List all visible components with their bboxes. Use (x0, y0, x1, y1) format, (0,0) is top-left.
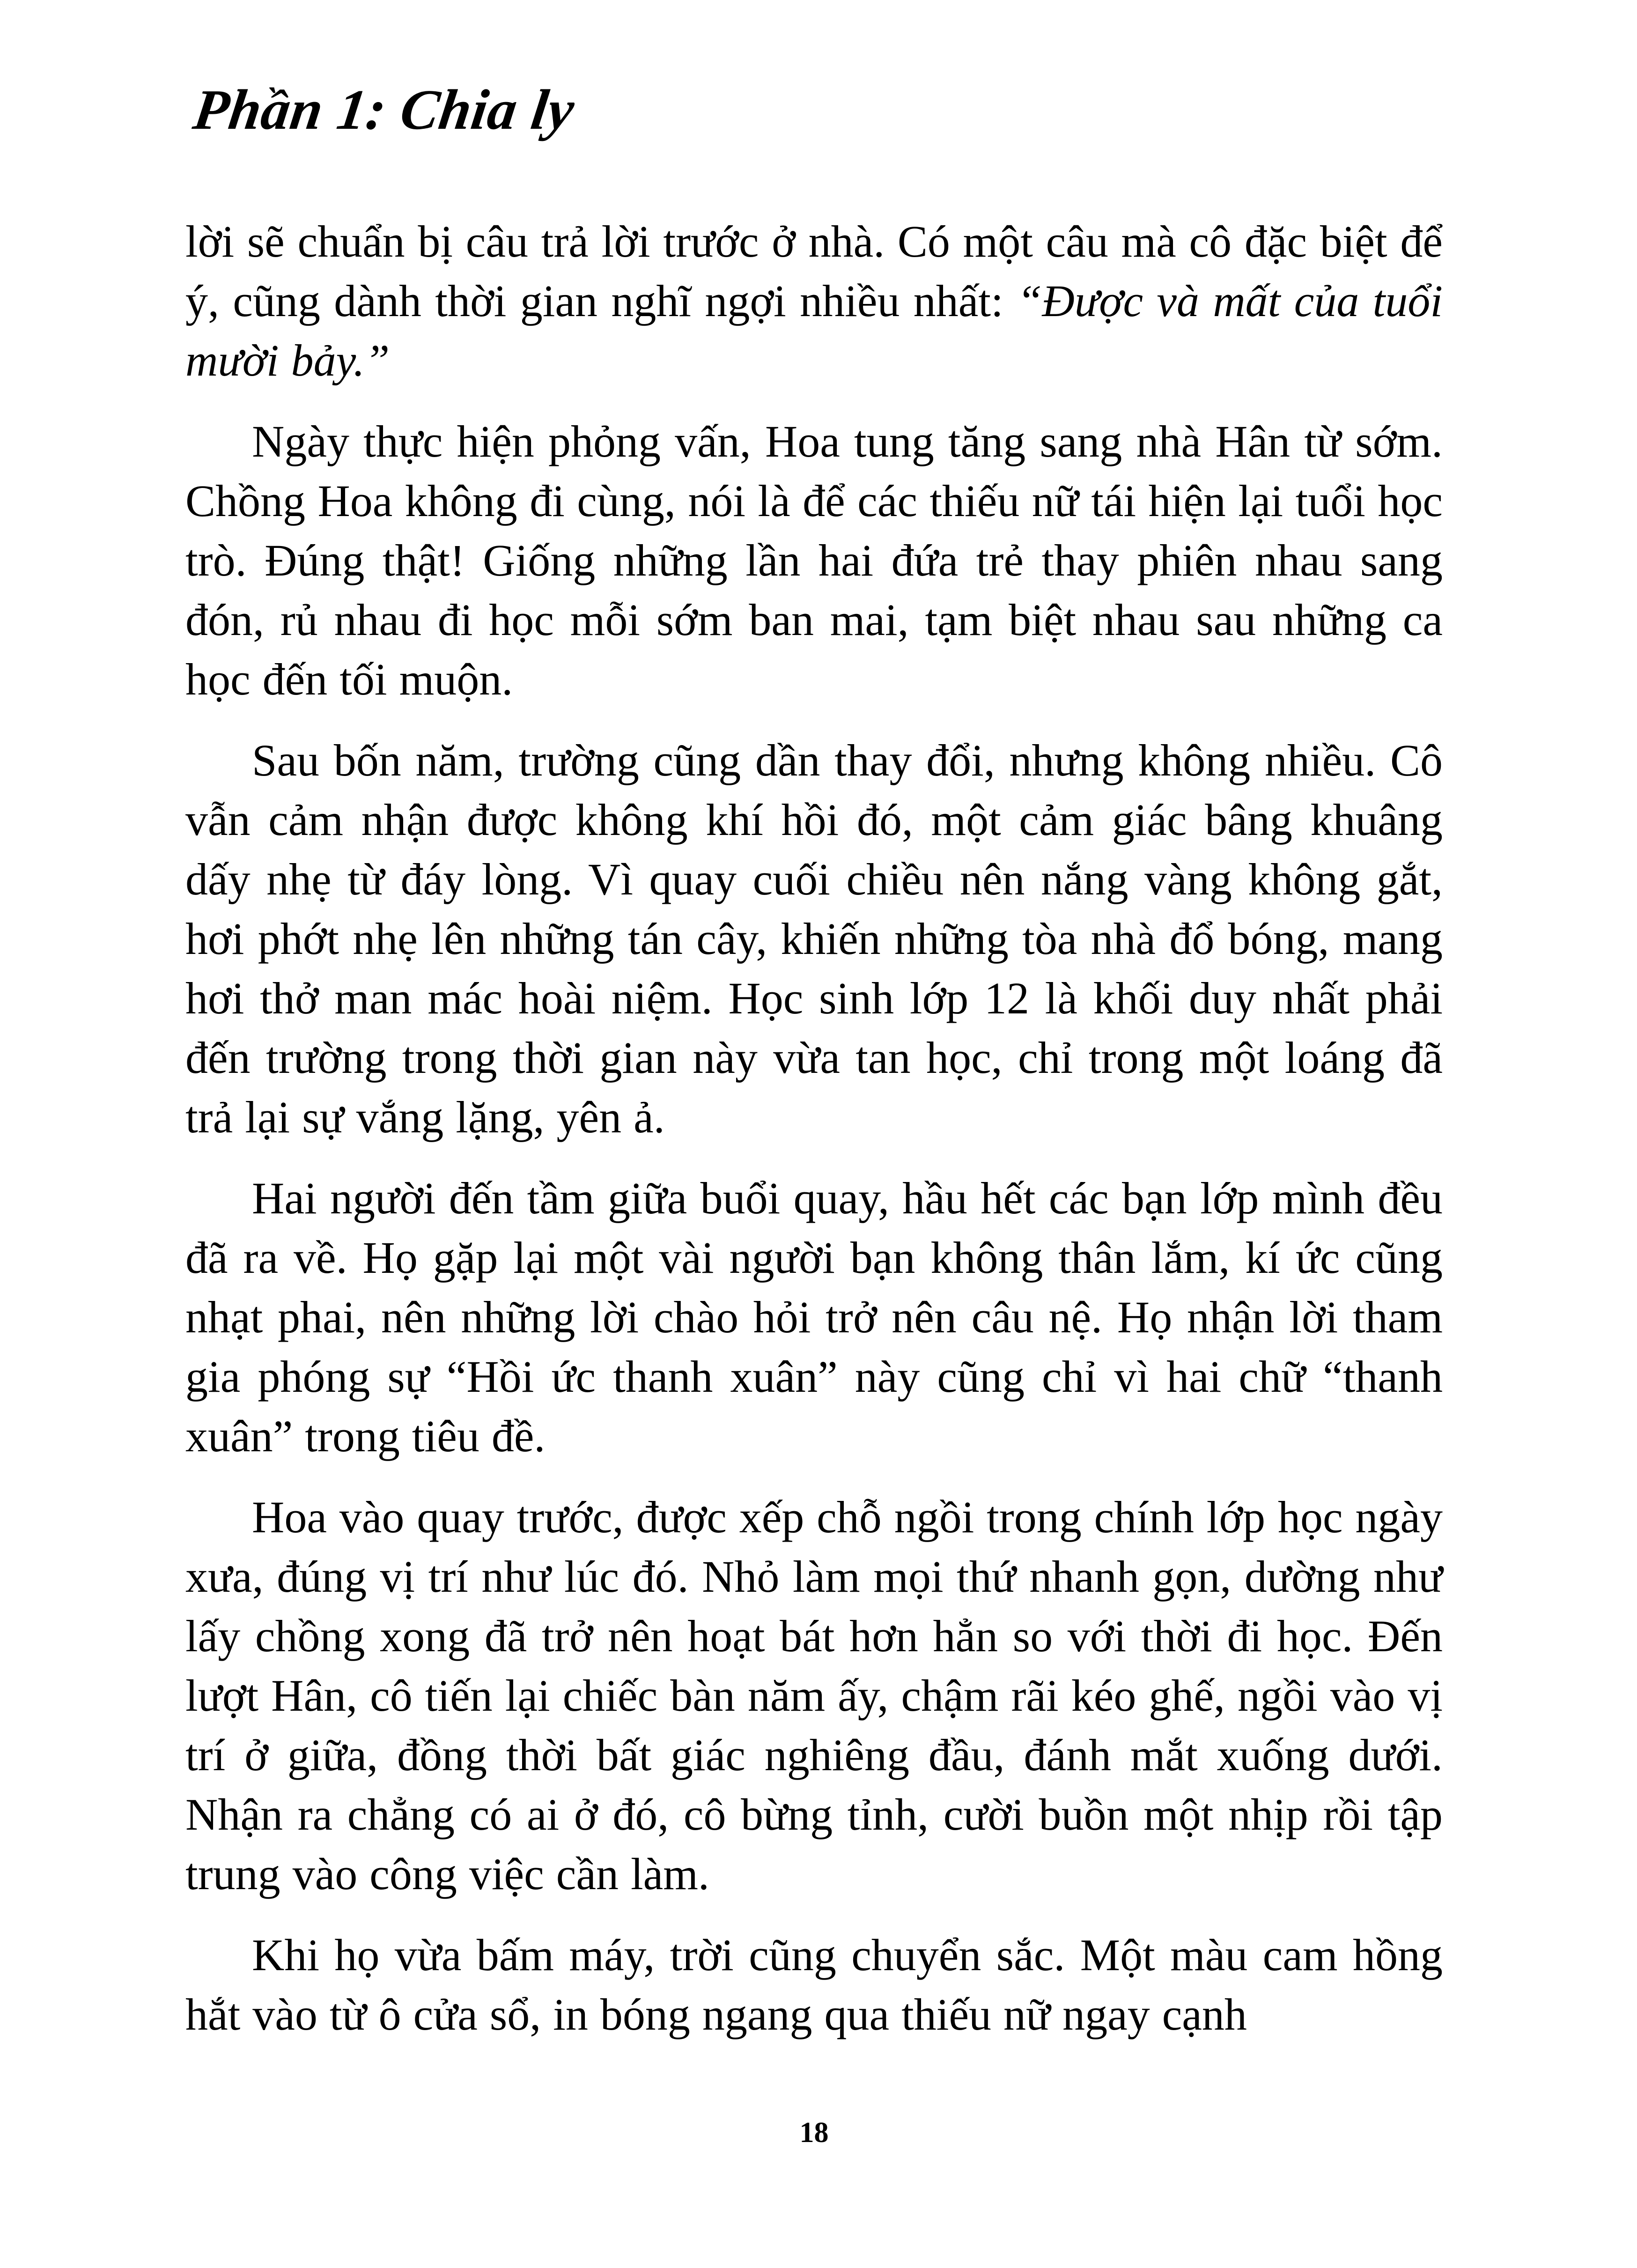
page-number: 18 (799, 2117, 829, 2149)
paragraph (185, 731, 1443, 1147)
paragraph (185, 1168, 1443, 1466)
paragraph-text: Hoa vào quay trước, được xếp chỗ ngồi trong chính lớp học ngày xưa, đúng vị trí như lúc đó. Nhỏ làm mọi thứ nhanh gọn, dường như lấy chồng xong đã trở nên hoạt bát hơn hẳn so với thời đi học. Đến lượt Hân, cô tiến lại chiếc bàn năm ấy, chậm rãi kéo ghế, ngồi vào vị trí ở giữa, đồng thời bất giác nghiêng đầu, đánh mắt xuống dưới. Nhận ra chẳng có ai ở đó, cô bừng tỉnh, cười buồn một nhịp rồi tập trung vào công việc cần làm. (185, 1492, 1443, 1899)
paragraph (185, 1487, 1443, 1904)
chapter-header: Phần 1: Chia ly (190, 78, 579, 141)
page-body (185, 212, 1443, 2044)
paragraph-text: Hai người đến tầm giữa buổi quay, hầu hết các bạn lớp mình đều đã ra về. Họ gặp lại một vài người bạn không thân lắm, kí ức cũng nhạt phai, nên những lời chào hỏi trở nên câu nệ. Họ nhận lời tham gia phóng sự “Hồi ức thanh xuân” này cũng chỉ vì hai chữ “thanh xuân” trong tiêu đề. (185, 1173, 1443, 1461)
paragraph-text: Khi họ vừa bấm máy, trời cũng chuyển sắc. Một màu cam hồng hắt vào từ ô cửa sổ, in bóng ngang qua thiếu nữ ngay cạnh (185, 1930, 1443, 2039)
paragraph (185, 1925, 1443, 2044)
paragraph (185, 412, 1443, 709)
paragraph-text: lời sẽ chuẩn bị câu trả lời trước ở nhà. Có một câu mà cô đặc biệt để ý, cũng dành thời gian nghĩ ngợi nhiều nhất: (185, 216, 1443, 326)
paragraph-text: Ngày thực hiện phỏng vấn, Hoa tung tăng sang nhà Hân từ sớm. Chồng Hoa không đi cùng, nói là để các thiếu nữ tái hiện lại tuổi học trò. Đúng thật! Giống những lần hai đứa trẻ thay phiên nhau sang đón, rủ nhau đi học mỗi sớm ban mai, tạm biệt nhau sau những ca học đến tối muộn. (185, 416, 1443, 704)
paragraph-text: Sau bốn năm, trường cũng dần thay đổi, nhưng không nhiều. Cô vẫn cảm nhận được không khí hồi đó, một cảm giác bâng khuâng dấy nhẹ từ đáy lòng. Vì quay cuối chiều nên nắng vàng không gắt, hơi phớt nhẹ lên những tán cây, khiến những tòa nhà đổ bóng, mang hơi thở man mác hoài niệm. Học sinh lớp 12 là khối duy nhất phải đến trường trong thời gian này vừa tan học, chỉ trong một loáng đã trả lại sự vắng lặng, yên ả. (185, 735, 1443, 1142)
page-footer (185, 2117, 1443, 2149)
paragraph (185, 212, 1443, 390)
italic-quote: “Được và mất của tuổi mười bảy.” (185, 276, 1443, 385)
